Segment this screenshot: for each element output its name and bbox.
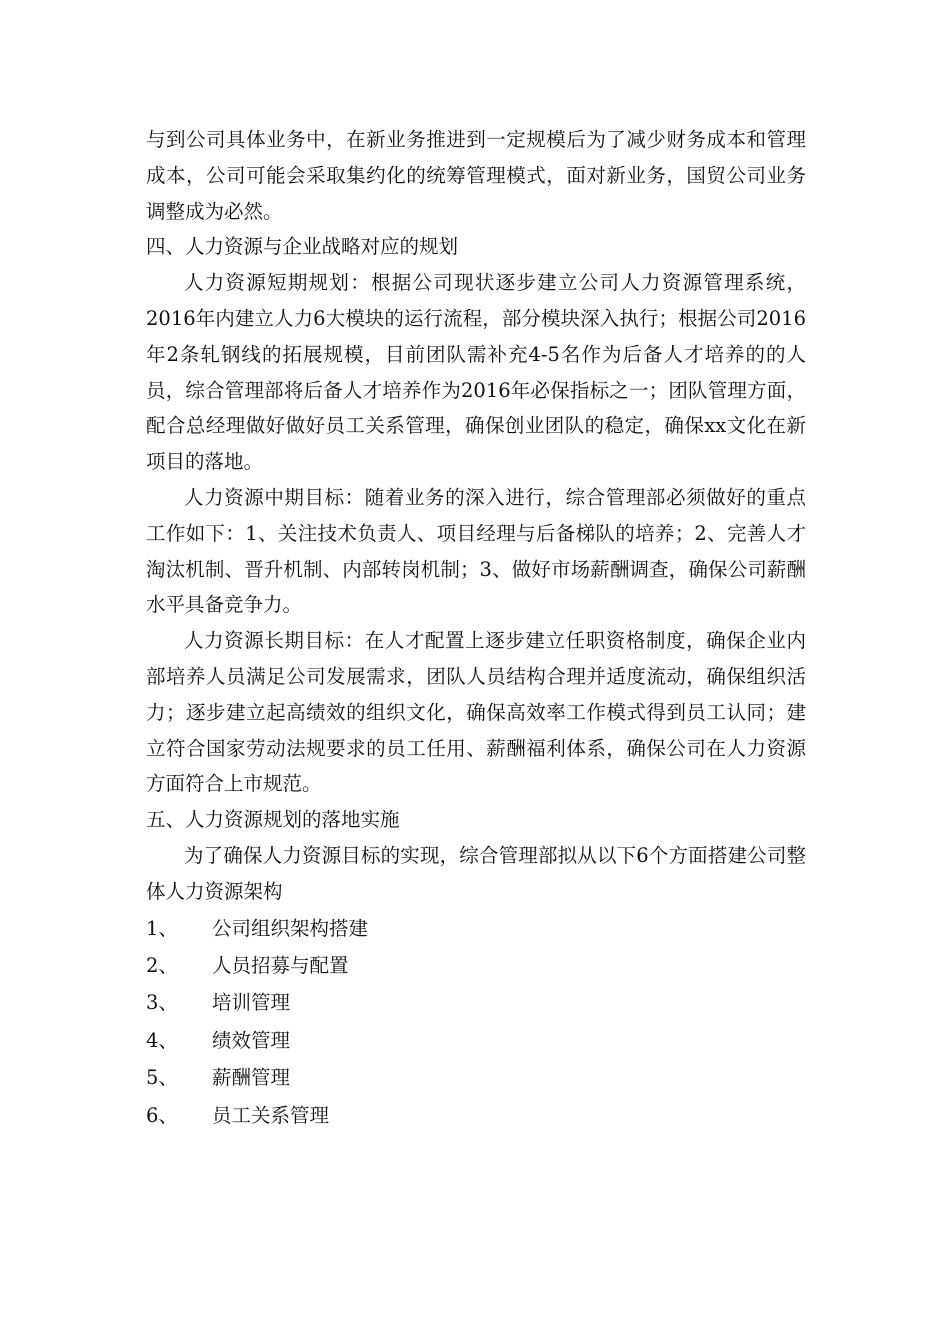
list-item-text: 培训管理 xyxy=(212,991,291,1015)
list-item xyxy=(146,910,806,947)
list-item-text: 薪酬管理 xyxy=(212,1066,291,1090)
list-item-number: 4、 xyxy=(146,1028,178,1052)
list-item-number: 1、 xyxy=(146,916,178,940)
list-item-text: 公司组织架构搭建 xyxy=(212,916,369,940)
list-item-number: 3、 xyxy=(146,991,178,1015)
list-item-text: 绩效管理 xyxy=(212,1028,291,1052)
list-item xyxy=(146,1059,806,1096)
list-item-number: 2、 xyxy=(146,953,178,977)
section-4-heading: 四、人力资源与企业战略对应的规划 xyxy=(146,235,459,259)
continuation-paragraph: 与到公司具体业务中，在新业务推进到一定规模后为了减少财务成本和管理成本，公司可能会采取集约化的统筹管理模式，面对新业务，国贸公司业务调整成为必然。 xyxy=(146,128,806,223)
list-item xyxy=(146,947,806,984)
list-item-text: 人员招募与配置 xyxy=(212,953,349,977)
implementation-list xyxy=(146,910,806,1134)
list-item xyxy=(146,1022,806,1059)
implementation-intro-paragraph: 为了确保人力资源目标的实现，综合管理部拟从以下6个方面搭建公司整体人力资源架构 xyxy=(146,843,806,903)
list-item-number: 6、 xyxy=(146,1103,178,1127)
list-item-text: 员工关系管理 xyxy=(212,1103,330,1127)
long-term-goal-paragraph: 人力资源长期目标：在人才配置上逐步建立任职资格制度，确保企业内部培养人员满足公司发展需求，团队人员结构合理并适度流动，确保组织活力；逐步建立起高绩效的组织文化，确保高效率工作模式得到员工认同；建立符合国家劳动法规要求的员工任用、薪酬福利体系，确保公司在人力资源方面符合上市规范。 xyxy=(146,629,806,796)
section-5-heading: 五、人力资源规划的落地实施 xyxy=(146,808,400,832)
short-term-plan-paragraph: 人力资源短期规划：根据公司现状逐步建立公司人力资源管理系统，2016年内建立人力6大模块的运行流程，部分模块深入执行；根据公司2016年2条轧钢线的拓展规模，目前团队需补充4-5名作为后备人才培养的的人员，综合管理部将后备人才培养作为2016年必保指标之一；团队管理方面，配合总经理做好做好员工关系管理，确保创业团队的稳定，确保xx文化在新项目的落地。 xyxy=(146,271,806,474)
list-item xyxy=(146,984,806,1021)
mid-term-goal-paragraph: 人力资源中期目标：随着业务的深入进行，综合管理部必须做好的重点工作如下：1、关注技术负责人、项目经理与后备梯队的培养；2、完善人才淘汰机制、晋升机制、内部转岗机制；3、做好市场薪酬调查，确保公司薪酬水平具备竞争力。 xyxy=(146,485,806,617)
list-item-number: 5、 xyxy=(146,1066,178,1090)
document-body xyxy=(146,122,806,1134)
list-item xyxy=(146,1097,806,1134)
